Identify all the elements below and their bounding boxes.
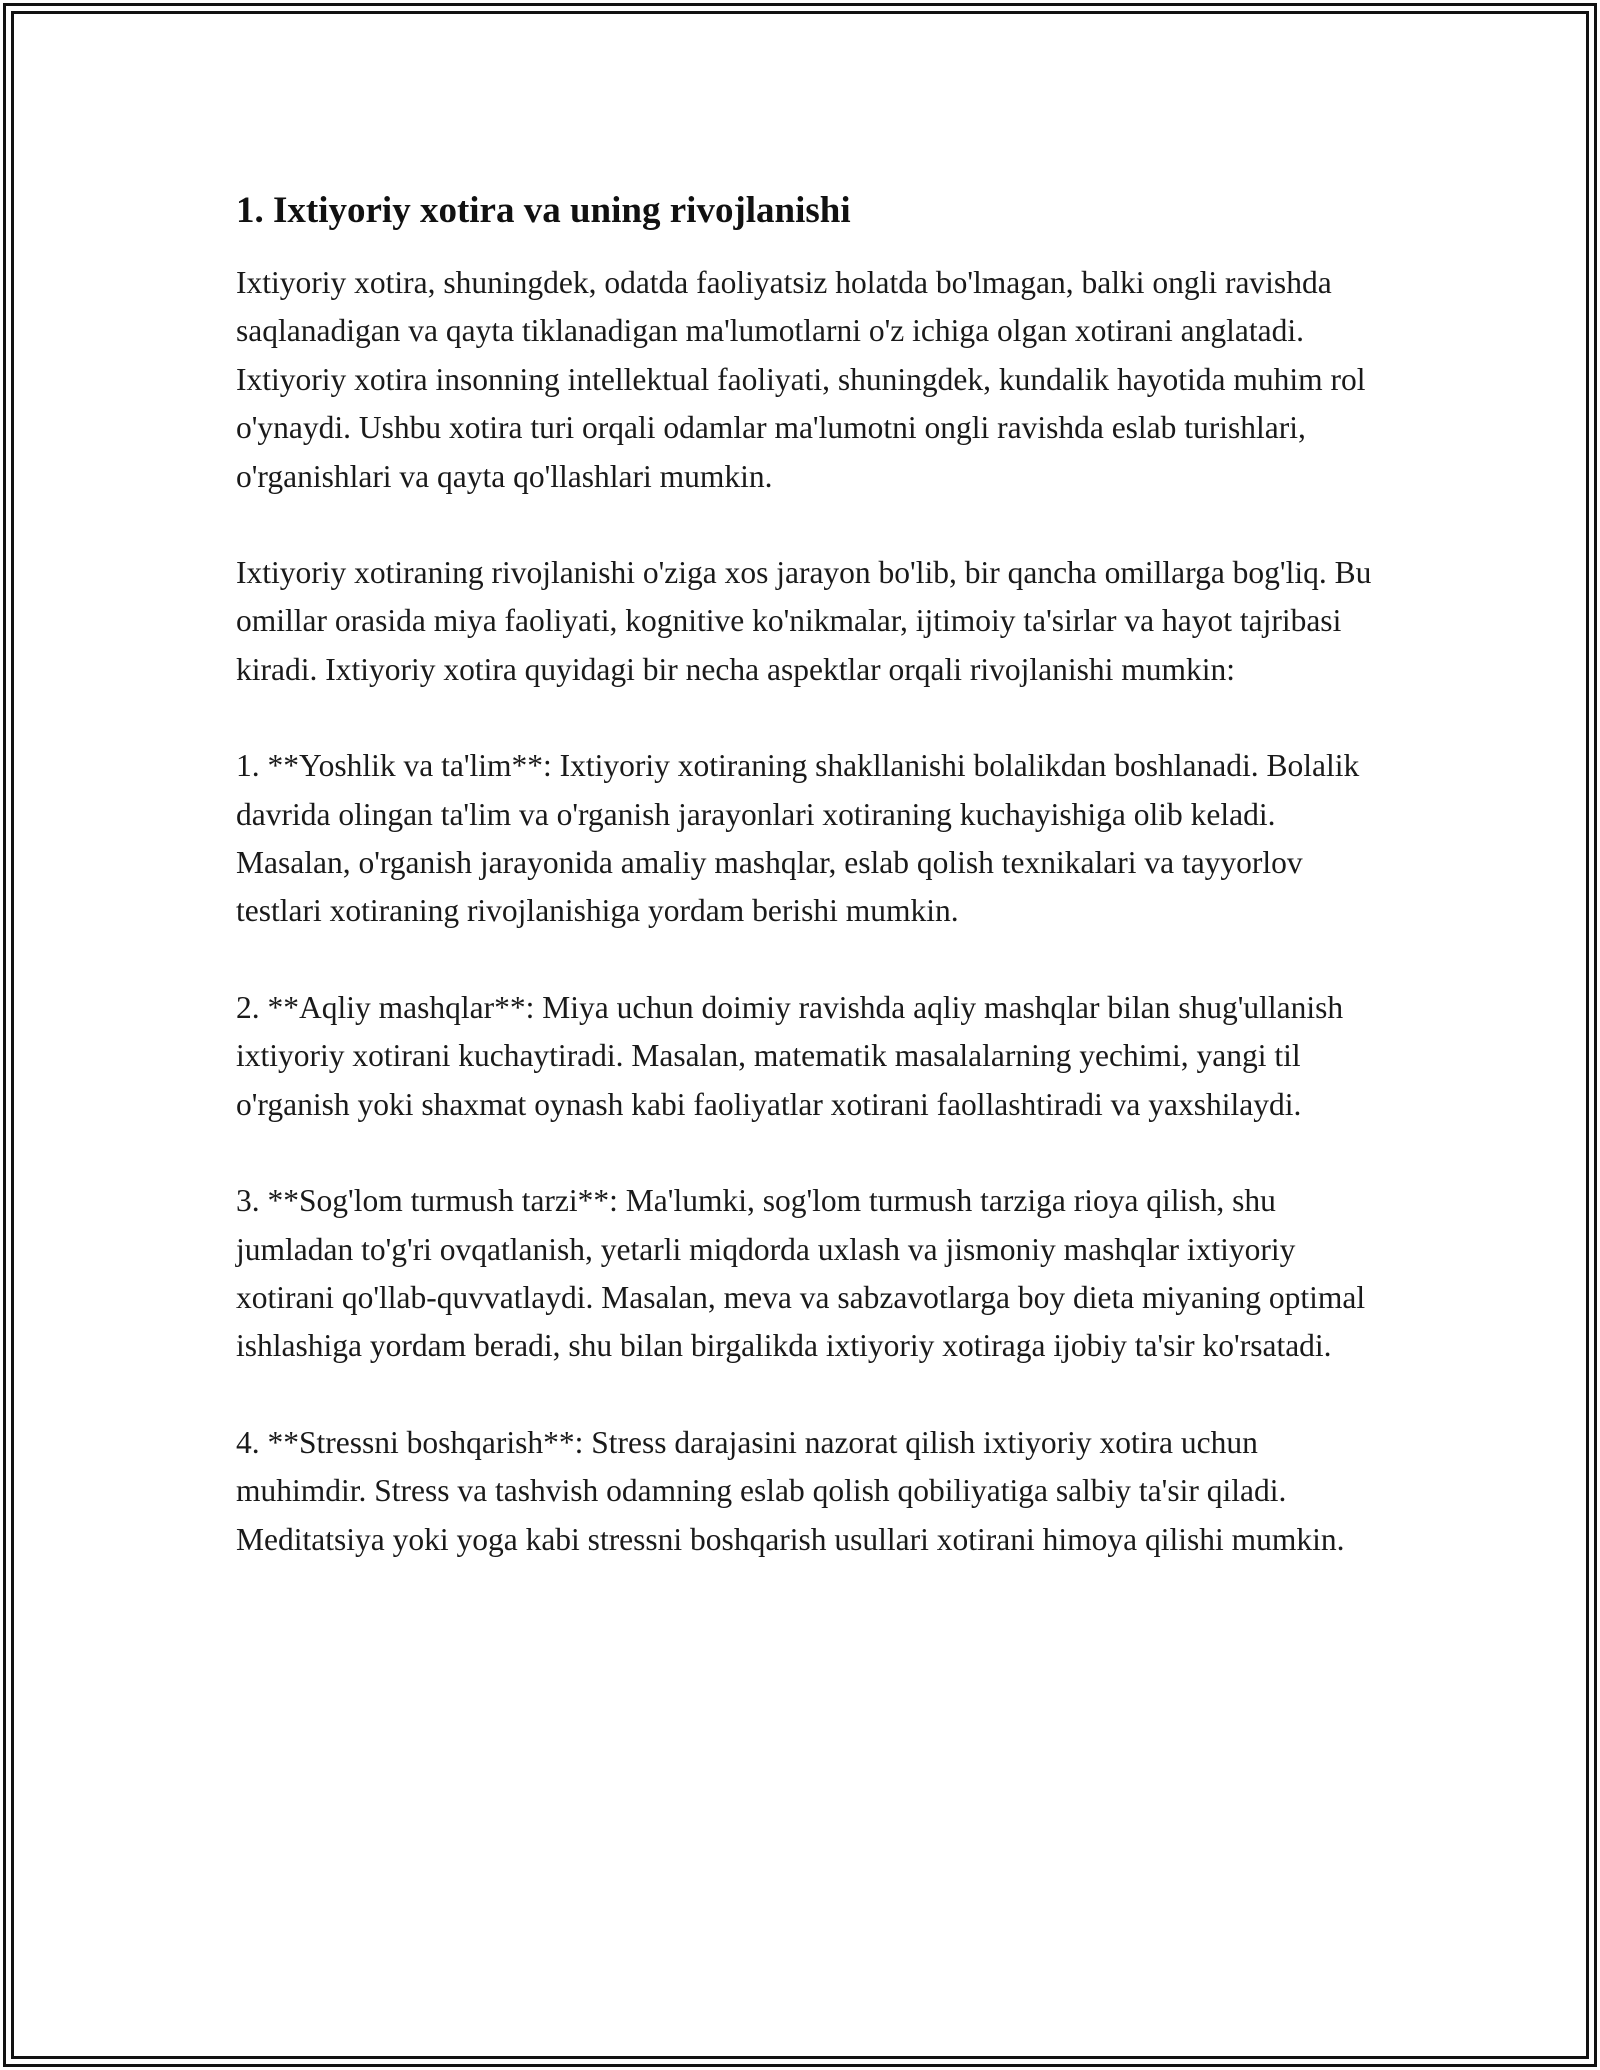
paragraph-item-2: 2. **Aqliy mashqlar**: Miya uchun doimiy ravishda aqliy mashqlar bilan shug'ullanish ixtiyoriy xotirani kuchaytiradi. Masalan, matematik masalalarning yechimi, yangi til o'rganish yoki shaxmat oynash kabi faoliyatlar xotirani faollashtiradi va yaxshilaydi. — [236, 989, 1344, 1122]
paragraph-item-1: 1. **Yoshlik va ta'lim**: Ixtiyoriy xotiraning shakllanishi bolalikdan boshlanadi. Bolalik davrida olingan ta'lim va o'rganish jarayonlari xotiraning kuchayishiga olib keladi. Masalan, o'rganish jarayonida amaliy mashqlar, eslab qolish texnikalari va tayyorlov testlari xotiraning rivojlanishiga yordam berishi mumkin. — [236, 748, 1360, 929]
paragraph-item-4: 4. **Stressni boshqarish**: Stress darajasini nazorat qilish ixtiyoriy xotira uchun muhimdir. Stress va tashvish odamning eslab qolish qobiliyatiga salbiy ta'sir qiladi. Meditatsiya yoki yoga kabi stressni boshqarish usullari xotirani himoya qilishi mumkin. — [236, 1424, 1345, 1557]
paragraph-item-3: 3. **Sog'lom turmush tarzi**: Ma'lumki, sog'lom turmush tarziga rioya qilish, shu jumladan to'g'ri ovqatlanish, yetarli miqdorda uxlash va jismoniy mashqlar ixtiyoriy xotirani qo'llab-quvvatlaydi. Masalan, meva va sabzavotlarga boy dieta miyaning optimal ishlashiga yordam beradi, shu bilan birgalikda ixtiyoriy xotiraga ijobiy ta'sir ko'rsatadi. — [236, 1183, 1366, 1364]
section-heading: 1. Ixtiyoriy xotira va uning rivojlanishi — [236, 190, 851, 231]
document-body — [236, 185, 1376, 1612]
paragraph-intro: Ixtiyoriy xotira, shuningdek, odatda faoliyatsiz holatda bo'lmagan, balki ongli ravishda saqlanadigan va qayta tiklanadigan ma'lumotlarni o'z ichiga olgan xotirani anglatadi. Ixtiyoriy xotira insonning intellektual faoliyati, shuningdek, kundalik hayotida muhim rol o'ynaydi. Ushbu xotira turi orqali odamlar ma'lumotni ongli ravishda eslab turishlari, o'rganishlari va qayta qo'llashlari mumkin. — [236, 265, 1366, 494]
paragraph-development: Ixtiyoriy xotiraning rivojlanishi o'ziga xos jarayon bo'lib, bir qancha omillarga bog'liq. Bu omillar orasida miya faoliyati, kognitive ko'nikmalar, ijtimoiy ta'sirlar va hayot tajribasi kiradi. Ixtiyoriy xotira quyidagi bir necha aspektlar orqali rivojlanishi mumkin: — [236, 555, 1372, 687]
